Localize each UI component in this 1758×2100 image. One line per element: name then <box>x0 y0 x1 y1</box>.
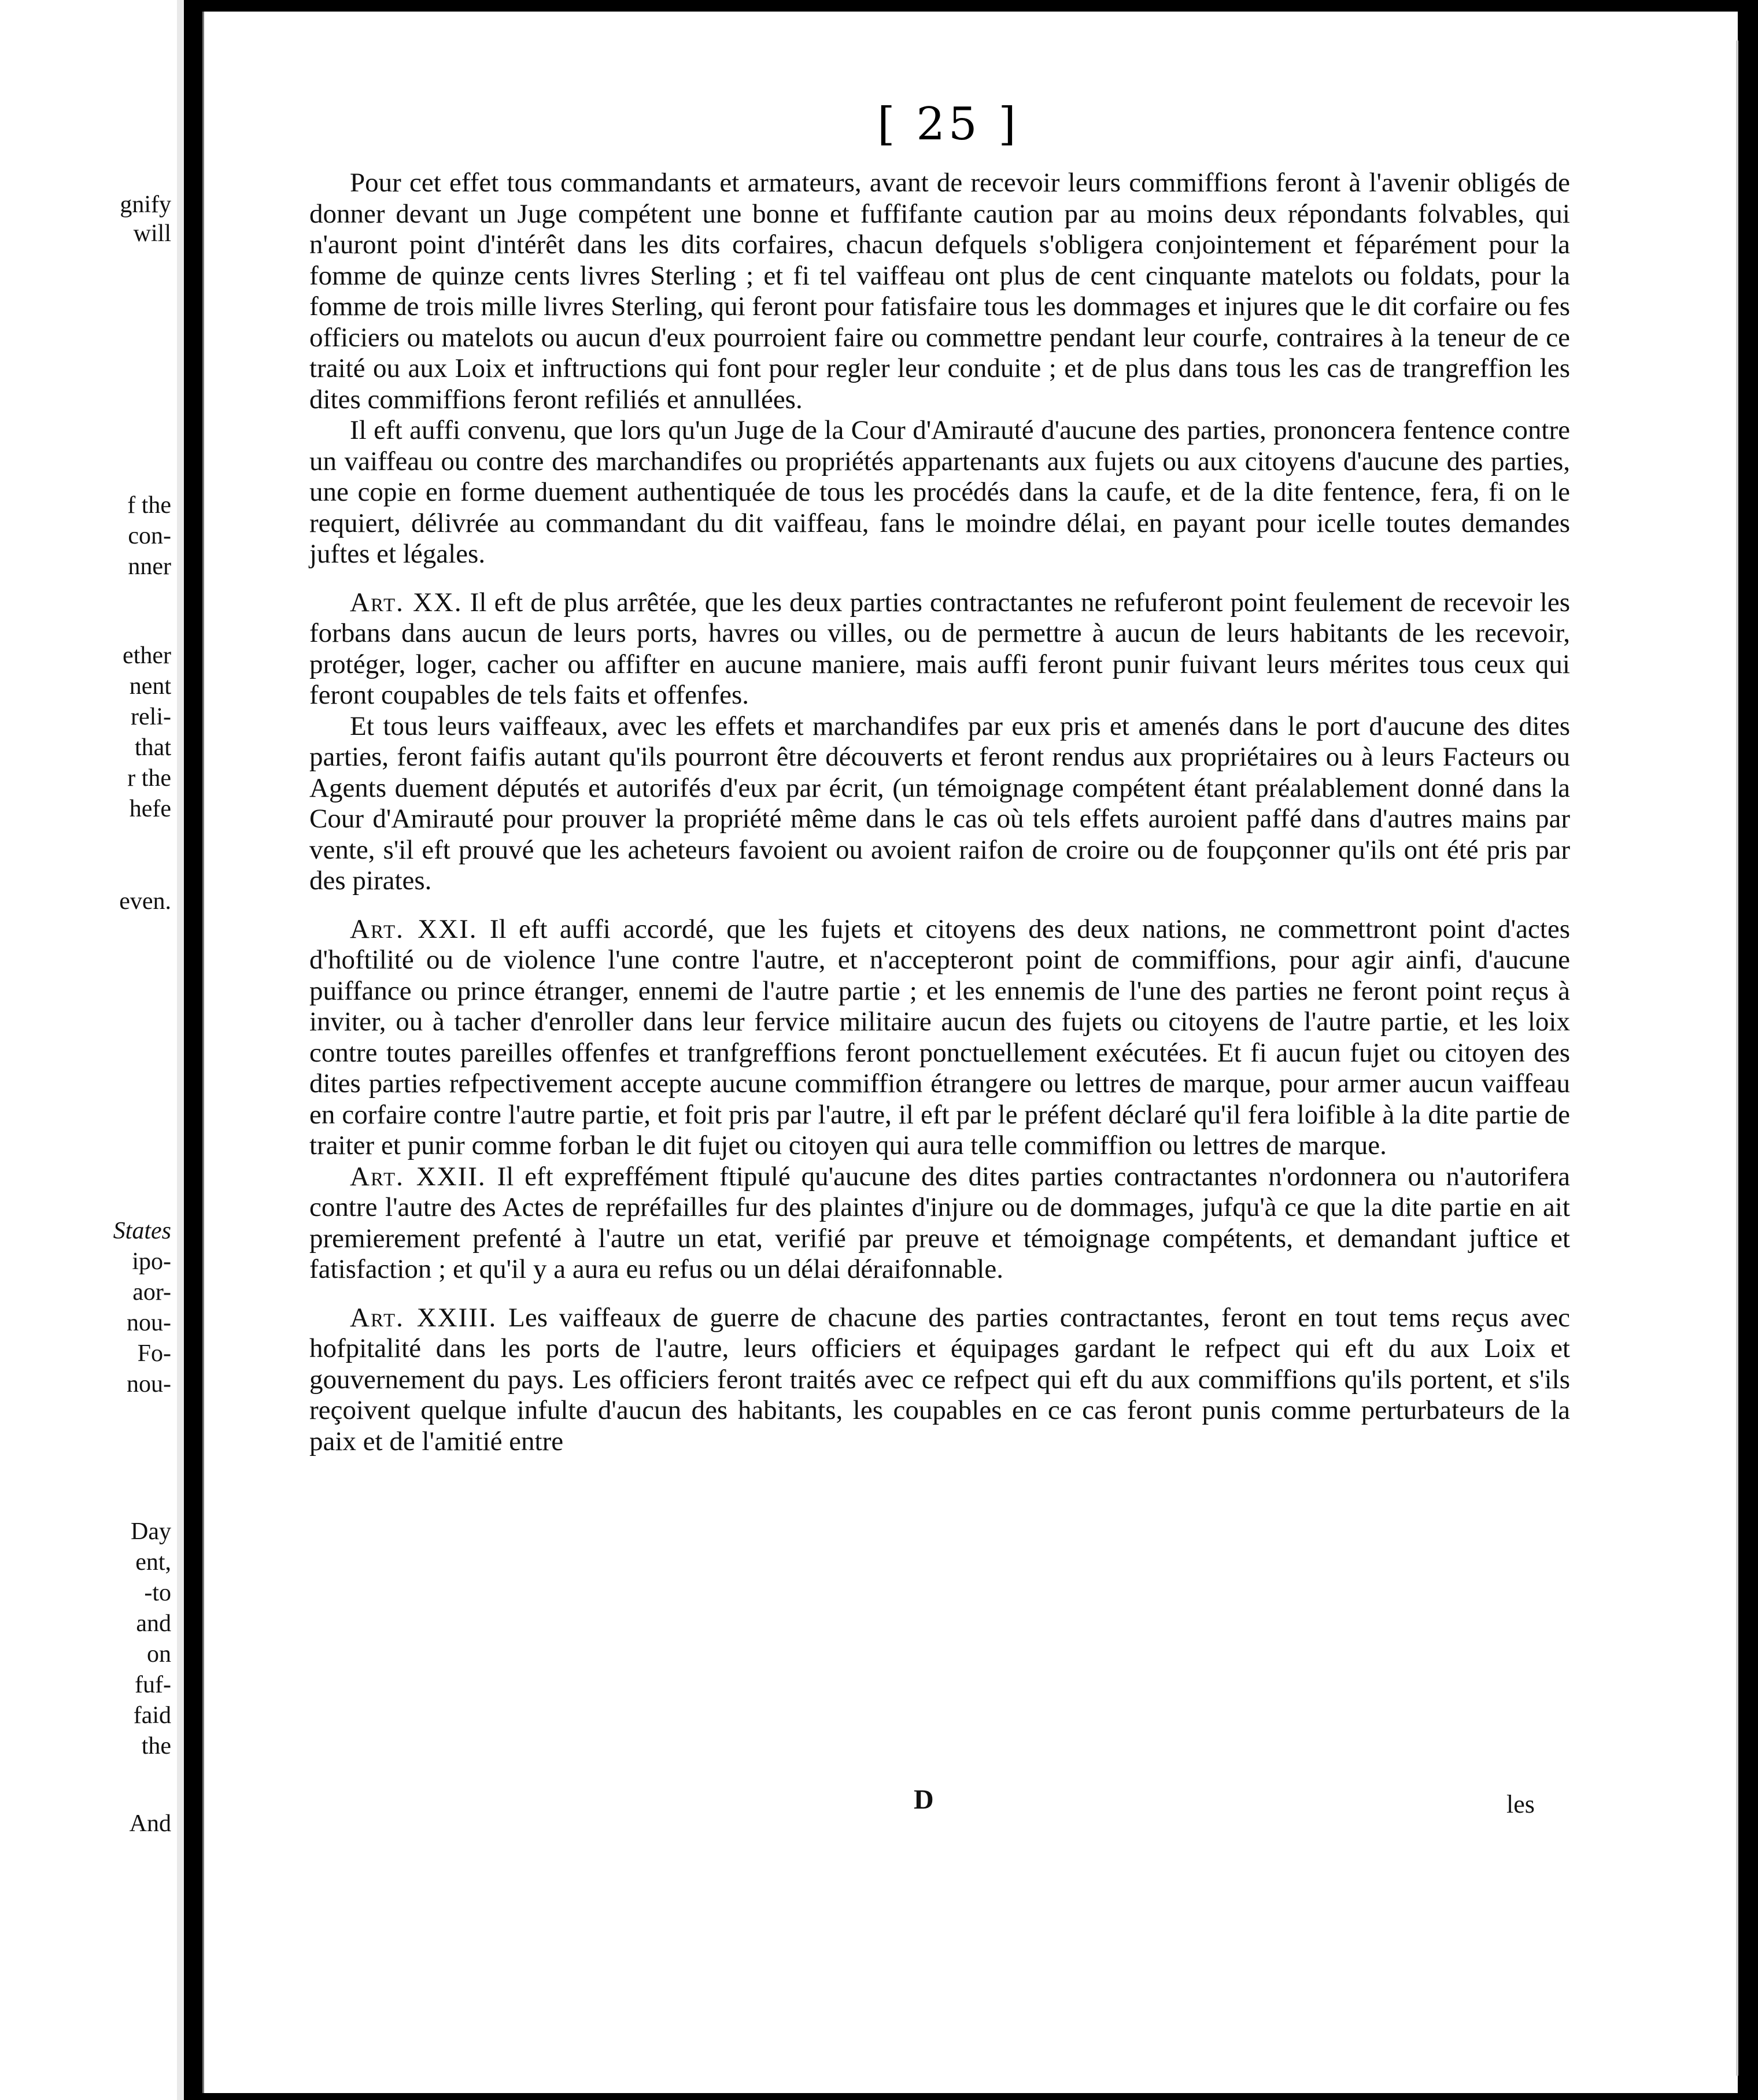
left-page-fragment: that <box>135 734 171 761</box>
left-page-fragment: nner <box>128 553 171 580</box>
left-page-fragment: con- <box>128 523 171 549</box>
catchword: les <box>1506 1790 1535 1818</box>
left-page-fragment: fuf- <box>135 1672 171 1698</box>
left-page-fragment: faid <box>133 1702 171 1729</box>
left-page-fragment: -to <box>144 1580 171 1606</box>
left-page-fragment: hefe <box>129 796 171 822</box>
article-label: Art. XXIII. <box>350 1302 497 1333</box>
left-page-fragment: ipo- <box>132 1248 171 1275</box>
left-page-fragment: aor- <box>132 1279 171 1306</box>
page-number: [ 25 ] <box>877 98 1020 150</box>
left-page-fragment: nent <box>129 673 171 700</box>
paragraph <box>309 711 1570 897</box>
left-page-fragment: f the <box>127 492 171 519</box>
left-page-fragment: nou- <box>127 1371 171 1397</box>
article-label: Art. XXI. <box>350 914 478 944</box>
left-page-fragment: even. <box>119 888 171 915</box>
article-xx <box>309 587 1570 711</box>
article-xxii <box>309 1162 1570 1285</box>
paragraph-text: Et tous leurs vaiffeaux, avec les effets et marchandifes par eux pris et amenés dans le port d'aucune des dites parties, feront faifis autant qu'ils pourront être découverts et feront rendus aux propriétaires ou à leurs Facteurs ou Agents duement députés et autorifés d'eux par écrit, (un témoignage compétent étant préalablement donné dans la Cour d'Amirauté pour prouver la propriété même dans le cas où tels effets auroient paffé dans d'autres mains par vente, s'il eft prouvé que les acheteurs favoient ou avoient raifon de croire ou de foupçonner qu'ils ont été pris par des pirates. <box>309 711 1570 896</box>
book-gutter <box>184 0 202 2100</box>
paragraph <box>309 415 1570 570</box>
article-xxi <box>309 914 1570 1162</box>
left-facing-page <box>0 0 184 2100</box>
article-label: Art. XX. <box>350 587 463 618</box>
paragraph <box>309 168 1570 415</box>
left-page-fragment: Day <box>131 1518 171 1545</box>
paragraph-text: Il eft auffi convenu, que lors qu'un Juge de la Cour d'Amirauté d'aucune des parties, prononcera fentence contre un vaiffeau ou contre des marchandifes ou propriétés appartenants aux fujets ou aux citoyens d'aucune des parties, une copie en forme duement authentiquée de tous les procédés dans la caufe, et de la dite fentence, fera, fi on le requiert, délivrée au commandant du dit vaiffeau, fans le moindre délai, en payant pour icelle toutes demandes juftes et légales. <box>309 415 1570 569</box>
left-page-fragment: and <box>136 1610 171 1637</box>
left-page-fragment: on <box>147 1641 171 1668</box>
paragraph-text: Il eft auffi accordé, que les fujets et citoyens des deux nations, ne commettront point d'actes d'hoftilité ou de violence l'une contre l'autre, et n'accepteront point de commiffions, pour agir ainfi, d'aucune puiffance ou prince étranger, ennemi de l'autre partie ; et les ennemis de l'une des parties ne feront point reçus à inviter, ou à tacher d'enroller dans leur fervice militaire aucun des fujets ou citoyens de l'autre partie, et les loix contre toutes pareilles offenfes et tranfgreffions feront ponctuellement exécutées. Et fi aucun fujet ou citoyen des dites parties refpectivement accepte aucune commiffion étrangere ou lettres de marque, pour armer aucun vaiffeau en corfaire contre l'autre partie, et foit pris par l'autre, il eft par le préfent déclaré qu'il fera loifible à la dite partie de traiter et punir comme forban le dit fujet ou citoyen qui aura telle commiffion ou lettres de marque. <box>309 914 1570 1160</box>
paragraph-text: Pour cet effet tous commandants et armateurs, avant de recevoir leurs commiffions feront à l'avenir obligés de donner devant un Juge compétent une bonne et fuffifante caution par au moins deux répondants folvables, qui n'auront point d'intérêt dans les dits corfaires, chacun defquels s'obligera conjointement et féparément pour la fomme de quinze cents livres Sterling ; et fi tel vaiffeau ont plus de cent cinquante matelots ou foldats, pour la fomme de trois mille livres Sterling, qui feront pour fatisfaire tous les dommages et injures que le dit corfaire ou fes officiers ou matelots ou aucun d'eux pourroient faire ou commettre pendant leur courfe, contraires à la teneur de ce traité ou aux Loix et inftructions qui font pour regler leur conduite ; et de plus dans tous les cas de trangreffion les dites commiffions feront refiliés et annullées. <box>309 168 1570 415</box>
left-page-fragment: Fo- <box>137 1340 171 1367</box>
signature-mark: D <box>914 1784 934 1815</box>
article-label: Art. XXII. <box>350 1161 486 1192</box>
article-xxiii <box>309 1303 1570 1458</box>
left-page-fragment: gnify <box>120 191 171 218</box>
left-page-fragment: nou- <box>127 1310 171 1336</box>
left-page-fragment: the <box>141 1733 171 1759</box>
page-edge <box>1736 40 1756 2076</box>
body-text <box>309 168 1570 1457</box>
paragraph-text: Les vaiffeaux de guerre de chacune des parties contractantes, feront en tout tems reçus avec hofpitalité dans les ports de l'autre, leurs officiers et équipages gardant le refpect qui eft du aux Loix et gouvernement du pays. Les officiers feront traités avec ce refpect qui eft du aux commiffions qu'ils portent, et s'ils reçoivent quelque infulte d'aucun des habitants, les coupables en ce cas feront punis comme perturbateurs de la paix et de l'amitié entre <box>309 1302 1571 1456</box>
left-page-fragment: reli- <box>131 704 171 730</box>
left-page-fragment: r the <box>127 765 171 792</box>
left-page-fragment: ether <box>123 642 171 669</box>
spine-shadow <box>177 0 184 2100</box>
left-page-fragment: ent, <box>135 1549 171 1576</box>
left-page-fragment: States <box>113 1218 171 1244</box>
left-page-fragment: And <box>129 1810 171 1837</box>
paragraph-text: Il eft de plus arrêtée, que les deux parties contractantes ne refuferont point feulement de recevoir les forbans dans aucun de leurs ports, havres ou villes, ou de permettre à aucun de leurs habitants de les recevoir, protéger, loger, cacher ou affifter en aucune maniere, mais auffi feront punir fuivant leurs mérites tous ceux qui feront coupables de tels faits et offenfes. <box>309 587 1571 710</box>
paragraph-text: Il eft expreffément ftipulé qu'aucune des dites parties contractantes n'ordonnera ou n'autorifera contre l'autre des Actes de repréfailles fur des plaintes d'injure ou de dommages, jufqu'à ce que la dite partie en ait premierement prefenté à l'autre un etat, verifié par preuve et témoignage compétents, et demandant juftice et fatisfaction ; et qu'il y a aura eu refus ou un délai déraifonnable. <box>309 1161 1570 1284</box>
left-page-fragment: will <box>133 220 171 247</box>
